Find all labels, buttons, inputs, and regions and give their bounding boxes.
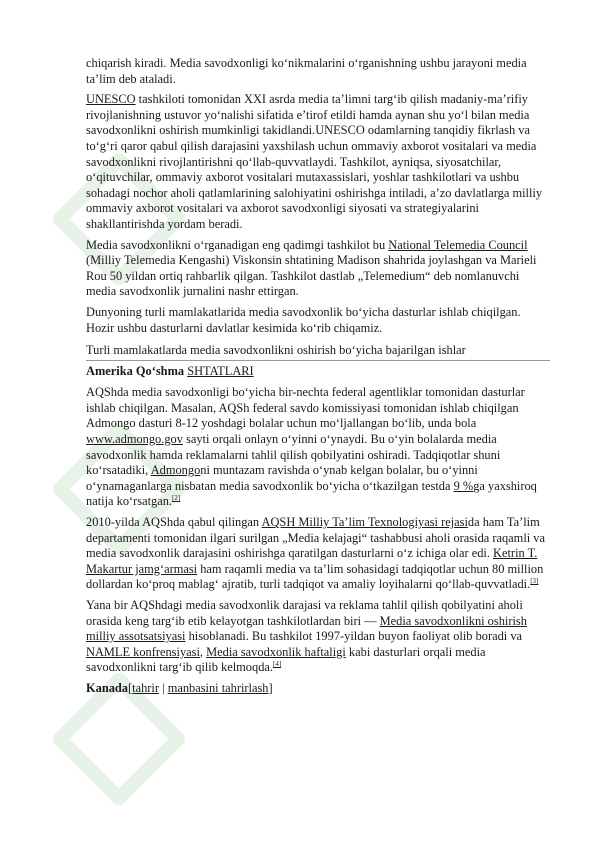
- admongo-link[interactable]: Admongo: [150, 463, 201, 478]
- reference-link[interactable]: [2]: [172, 494, 181, 503]
- shtatlari-link[interactable]: SHTATLARI: [187, 363, 254, 378]
- paragraph-namle: Yana bir AQShdagi media savodxonlik darajasi va reklama tahlil qilish qobilyatini aholi orasida keng targ‘ib etib kelayotgan tashkilotlardan biri — Media savodxonlikni oshirish milliy assotsatsiyasi hisoblanadi. Bu tashkilot 1997-yildan buyon faoliyat olib boradi va NAMLE konfrensiyasi, Media savodxonlik haftaligi kabi dasturlari orqali media savodxonlikni targ‘ib qilib kelmoqda.[4]: [86, 598, 527, 675]
- paragraph-unesco: UNESCO tashkiloti tomonidan XXI asrda media ta’limni targ‘ib qilish madaniy-ma’rifiy rivojlanishning ustuvor yo‘nalishi sifatida e’tirof etildi hamda aynan shu yo‘l bilan media savodxonlikni oshirish mumkinligi takidlandi.UNESCO odamlarning tanqidiy fikrlash va to‘g‘ri qaror qabul qilish darajasini yaxshilash uchun ommaviy axborot vositalari va media savodxonlikni rivojlantirishni qo‘llab-quvvatlaydi. Tashkilot, ayniqsa, siyosatchilar, o‘qituvchilar, ommaviy axborot vositalari mutaxassislari, yoshlar tashkilotlari va ushbu sohadagi nochor aholi qatlamlarining salohiyatini oshirishga intiladi, a’zo davlatlarga milliy ommaviy axborot vositalari va axborot savodxonligi siyosati va strategiyalarini shakllantirishda yordam beradi.: [86, 92, 543, 231]
- section-heading: Turli mamlakatlarda media savodxonlikni oshirish bo‘yicha bajarilgan ishlar: [86, 343, 550, 361]
- country-heading-canada: Kanada[tahrir | manbasini tahrirlash]: [86, 680, 273, 695]
- admongo-site-link[interactable]: www.admongo.gov: [86, 432, 183, 447]
- edit-source-link[interactable]: manbasini tahrirlash: [167, 680, 269, 695]
- country-heading-usa: Amerika Qo‘shma SHTATLARI: [86, 363, 254, 378]
- paragraph-ntc: Media savodxonlikni o‘rganadigan eng qadimgi tashkilot bu National Telemedia Council (Milliy Telemedia Kengashi) Viskonsin shtatining Madison shahrida joylashgan va Marieli Rou 50 yildan ortiq rahbarlik qilgan. Tashkilot dastlab „Telemedium“ deb nomlanuvchi media savodxonlik jurnalini nashr ettirgan.: [86, 237, 537, 299]
- education-plan-link[interactable]: AQSH Milliy Ta’lim Texnologiyasi rejasi: [261, 515, 468, 530]
- paragraph-admongo: AQShda media savodxonligi bo‘yicha bir-nechta federal agentliklar tomonidan dasturlar ishlab chiqilgan. Masalan, AQSh federal savdo komissiyasi tomonidan ishlab chiqilgan Admongo dasturi 8-12 yoshdagi bolalar uchun mo‘ljallangan bo‘lib, unda bola www.admongo.gov sayti orqali onlayn o‘yinni o‘ynaydi. Bu o‘yin bolalarda media savodxonlik hamda reklamalarni tahlil qilish qobilyatini oshiradi. Tadqiqotlar shuni ko‘rsatadiki, Admongoni muntazam ravishda o‘ynab kelgan bolalar, bu o‘yinni o‘ynamaganlarga nisbatan media savodxonlik bo‘yicha o‘tkazilgan testda 9 %ga yaxshiroq natija ko‘rsatgan.[2]: [86, 385, 537, 509]
- article-body: [86, 56, 550, 703]
- paragraph: Dunyoning turli mamlakatlarida media savodxonlik bo‘yicha dasturlar ishlab chiqilgan. Hozir ushbu dasturlarni davlatlar kesimida ko‘rib chiqamiz.: [86, 304, 521, 335]
- paragraph: chiqarish kiradi. Media savodxonligi ko‘nikmalarini o‘rganishning ushbu jarayoni media ta’lim deb ataladi.: [86, 56, 527, 86]
- percent-link[interactable]: 9 %: [453, 478, 474, 493]
- reference-link[interactable]: [3]: [530, 577, 539, 586]
- reference-link[interactable]: [4]: [273, 660, 282, 669]
- media-literacy-week-link[interactable]: Media savodxonlik haftaligi: [206, 644, 346, 659]
- namle-association-link[interactable]: Media savodxonlikni oshirish milliy assotsatsiyasi: [86, 613, 527, 644]
- macarthur-foundation-link[interactable]: Ketrin T. Makartur jamg‘armasi: [86, 546, 538, 576]
- edit-link[interactable]: tahrir: [132, 680, 159, 695]
- unesco-link[interactable]: UNESCO: [86, 92, 136, 107]
- paragraph-education-plan: 2010-yilda AQShda qabul qilingan AQSH Milliy Ta’lim Texnologiyasi rejasida ham Ta’lim departamenti tomonidan ilgari surilgan „Media kelajagi“ tashabbusi aholi orasida raqamli va media savodxonlik darajasini oshirishga qaratilgan dasturlarni o‘z ichiga olar edi. Ketrin T. Makartur jamg‘armasi ham raqamli media va ta’lim sohasidagi tadqiqotlar uchun 80 million dollardan ko‘proq mablag‘ ajratib, turli tadqiqot va amaliy loyihalarni qo‘llab-quvvatladi.[3]: [86, 515, 545, 592]
- namle-conference-link[interactable]: NAMLE konfrensiyasi: [86, 644, 200, 659]
- national-telemedia-council-link[interactable]: National Telemedia Council: [388, 237, 528, 252]
